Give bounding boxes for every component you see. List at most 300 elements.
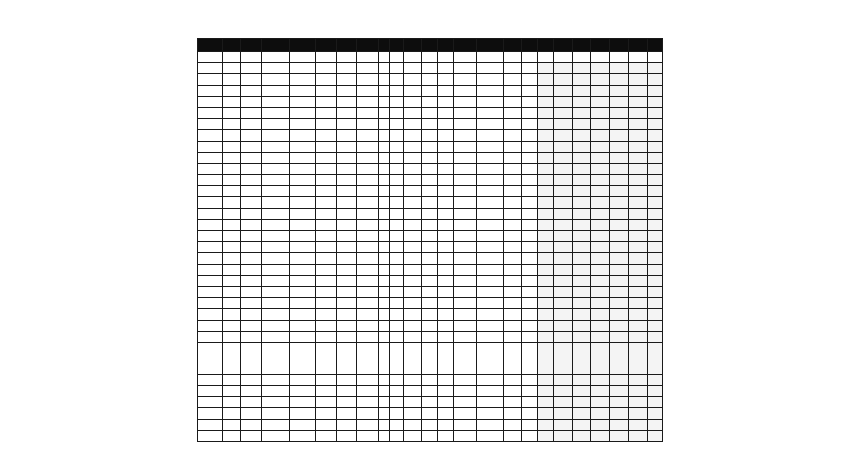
table-cell bbox=[379, 408, 390, 419]
table-cell bbox=[591, 253, 610, 264]
table-row bbox=[198, 63, 663, 74]
table-cell bbox=[591, 242, 610, 253]
table-cell bbox=[454, 63, 477, 74]
table-cell bbox=[610, 264, 629, 275]
table-cell bbox=[538, 130, 554, 141]
table-cell bbox=[379, 275, 390, 286]
table-cell bbox=[337, 286, 357, 297]
table-cell bbox=[477, 286, 504, 297]
table-cell bbox=[241, 298, 262, 309]
table-cell bbox=[591, 386, 610, 397]
table-cell bbox=[504, 74, 522, 85]
table-cell bbox=[404, 186, 422, 197]
table-cell bbox=[522, 320, 538, 331]
table-cell bbox=[404, 419, 422, 430]
table-cell bbox=[290, 242, 316, 253]
table-cell bbox=[422, 298, 438, 309]
table-cell bbox=[241, 331, 262, 342]
table-cell bbox=[522, 419, 538, 430]
table-cell bbox=[262, 231, 290, 242]
table-cell bbox=[504, 264, 522, 275]
table-cell bbox=[262, 430, 290, 441]
table-cell bbox=[316, 197, 337, 208]
table-cell bbox=[357, 242, 379, 253]
table-cell bbox=[337, 175, 357, 186]
table-cell bbox=[477, 119, 504, 130]
table-cell bbox=[316, 253, 337, 264]
table-cell bbox=[522, 298, 538, 309]
table-cell bbox=[573, 374, 591, 385]
table-cell bbox=[241, 253, 262, 264]
table-cell bbox=[554, 186, 573, 197]
table-cell bbox=[404, 286, 422, 297]
table-cell bbox=[573, 107, 591, 118]
table-cell bbox=[290, 186, 316, 197]
table-cell bbox=[422, 286, 438, 297]
table-row bbox=[198, 197, 663, 208]
table-cell bbox=[357, 275, 379, 286]
table-cell bbox=[357, 419, 379, 430]
table-cell bbox=[573, 342, 591, 374]
table-cell bbox=[454, 342, 477, 374]
table-cell bbox=[241, 130, 262, 141]
table-cell bbox=[357, 231, 379, 242]
table-cell bbox=[629, 419, 648, 430]
table-cell bbox=[522, 141, 538, 152]
table-cell bbox=[357, 96, 379, 107]
table-cell bbox=[422, 264, 438, 275]
table-cell bbox=[290, 386, 316, 397]
table-cell bbox=[404, 309, 422, 320]
table-cell bbox=[504, 52, 522, 63]
table-cell bbox=[554, 219, 573, 230]
table-cell bbox=[316, 374, 337, 385]
table-cell bbox=[379, 52, 390, 63]
table-cell bbox=[357, 85, 379, 96]
table-cell bbox=[290, 208, 316, 219]
table-cell bbox=[538, 52, 554, 63]
table-cell bbox=[337, 85, 357, 96]
table-cell bbox=[522, 309, 538, 320]
table-cell bbox=[357, 107, 379, 118]
table-cell bbox=[573, 96, 591, 107]
table-cell bbox=[438, 320, 454, 331]
table-cell bbox=[198, 342, 223, 374]
table-cell bbox=[404, 107, 422, 118]
table-cell bbox=[241, 275, 262, 286]
table-cell bbox=[422, 63, 438, 74]
table-cell bbox=[504, 430, 522, 441]
table-cell bbox=[241, 175, 262, 186]
table-cell bbox=[477, 242, 504, 253]
table-cell bbox=[198, 197, 223, 208]
table-cell bbox=[357, 141, 379, 152]
table-cell bbox=[504, 152, 522, 163]
table-cell bbox=[504, 197, 522, 208]
table-cell bbox=[573, 52, 591, 63]
table-cell bbox=[198, 264, 223, 275]
table-cell bbox=[629, 107, 648, 118]
table-cell bbox=[379, 96, 390, 107]
table-cell bbox=[404, 231, 422, 242]
table-cell bbox=[390, 430, 404, 441]
table-cell bbox=[648, 85, 663, 96]
column-header bbox=[357, 39, 379, 52]
table-cell bbox=[454, 331, 477, 342]
table-cell bbox=[504, 374, 522, 385]
table-cell bbox=[629, 85, 648, 96]
table-cell bbox=[538, 96, 554, 107]
table-cell bbox=[438, 242, 454, 253]
table-cell bbox=[504, 397, 522, 408]
table-cell bbox=[438, 119, 454, 130]
table-cell bbox=[357, 309, 379, 320]
table-cell bbox=[629, 152, 648, 163]
table-cell bbox=[379, 152, 390, 163]
table-cell bbox=[262, 320, 290, 331]
table-cell bbox=[648, 342, 663, 374]
table-cell bbox=[504, 96, 522, 107]
table-cell bbox=[573, 231, 591, 242]
table-cell bbox=[241, 52, 262, 63]
table-cell bbox=[262, 342, 290, 374]
table-row bbox=[198, 275, 663, 286]
table-cell bbox=[241, 320, 262, 331]
table-row bbox=[198, 253, 663, 264]
table-cell bbox=[504, 231, 522, 242]
table-cell bbox=[438, 231, 454, 242]
table-cell bbox=[454, 397, 477, 408]
table-cell bbox=[290, 52, 316, 63]
table-cell bbox=[337, 107, 357, 118]
table-cell bbox=[538, 163, 554, 174]
table-cell bbox=[390, 219, 404, 230]
table-cell bbox=[379, 119, 390, 130]
table-cell bbox=[290, 430, 316, 441]
table-cell bbox=[262, 286, 290, 297]
column-header bbox=[241, 39, 262, 52]
table-cell bbox=[629, 63, 648, 74]
table-cell bbox=[454, 219, 477, 230]
table-cell bbox=[591, 219, 610, 230]
table-row bbox=[198, 242, 663, 253]
table-cell bbox=[454, 320, 477, 331]
table-cell bbox=[477, 197, 504, 208]
table-cell bbox=[198, 397, 223, 408]
table-row bbox=[198, 175, 663, 186]
table-cell bbox=[629, 331, 648, 342]
table-cell bbox=[648, 63, 663, 74]
table-cell bbox=[422, 119, 438, 130]
table-cell bbox=[290, 63, 316, 74]
table-cell bbox=[316, 320, 337, 331]
table-cell bbox=[422, 374, 438, 385]
table-cell bbox=[438, 74, 454, 85]
table-cell bbox=[241, 374, 262, 385]
table-cell bbox=[610, 320, 629, 331]
table-cell bbox=[390, 242, 404, 253]
table-cell bbox=[648, 231, 663, 242]
table-cell bbox=[262, 386, 290, 397]
table-cell bbox=[262, 63, 290, 74]
table-cell bbox=[390, 397, 404, 408]
table-cell bbox=[422, 309, 438, 320]
table-cell bbox=[337, 52, 357, 63]
table-cell bbox=[554, 107, 573, 118]
table-cell bbox=[379, 197, 390, 208]
table-cell bbox=[316, 186, 337, 197]
table-cell bbox=[454, 163, 477, 174]
table-cell bbox=[262, 219, 290, 230]
table-cell bbox=[337, 275, 357, 286]
table-cell bbox=[422, 242, 438, 253]
table-cell bbox=[223, 286, 241, 297]
table-cell bbox=[648, 208, 663, 219]
table-row bbox=[198, 186, 663, 197]
table-cell bbox=[438, 107, 454, 118]
table-cell bbox=[610, 342, 629, 374]
table-cell bbox=[290, 152, 316, 163]
table-cell bbox=[316, 63, 337, 74]
table-row bbox=[198, 264, 663, 275]
table-cell bbox=[262, 197, 290, 208]
table-cell bbox=[591, 275, 610, 286]
table-cell bbox=[504, 186, 522, 197]
table-row bbox=[198, 342, 663, 374]
table-cell bbox=[477, 430, 504, 441]
column-header bbox=[223, 39, 241, 52]
table-cell bbox=[554, 63, 573, 74]
table-cell bbox=[573, 253, 591, 264]
table-cell bbox=[390, 52, 404, 63]
table-cell bbox=[390, 386, 404, 397]
table-cell bbox=[357, 152, 379, 163]
table-cell bbox=[438, 430, 454, 441]
table-cell bbox=[538, 253, 554, 264]
table-cell bbox=[610, 141, 629, 152]
table-cell bbox=[573, 286, 591, 297]
table-cell bbox=[538, 186, 554, 197]
table-cell bbox=[241, 386, 262, 397]
table-cell bbox=[198, 52, 223, 63]
table-cell bbox=[422, 253, 438, 264]
table-cell bbox=[223, 320, 241, 331]
table-cell bbox=[591, 331, 610, 342]
table-cell bbox=[629, 175, 648, 186]
table-cell bbox=[477, 298, 504, 309]
table-cell bbox=[522, 208, 538, 219]
table-cell bbox=[390, 186, 404, 197]
table-row bbox=[198, 141, 663, 152]
table-cell bbox=[262, 408, 290, 419]
table-cell bbox=[554, 331, 573, 342]
table-cell bbox=[591, 175, 610, 186]
table-cell bbox=[554, 242, 573, 253]
table-cell bbox=[337, 320, 357, 331]
table-cell bbox=[438, 253, 454, 264]
table-cell bbox=[522, 175, 538, 186]
table-cell bbox=[241, 96, 262, 107]
table-cell bbox=[629, 96, 648, 107]
table-cell bbox=[610, 119, 629, 130]
table-cell bbox=[591, 74, 610, 85]
table-row bbox=[198, 96, 663, 107]
table-cell bbox=[422, 275, 438, 286]
table-cell bbox=[454, 74, 477, 85]
table-cell bbox=[610, 152, 629, 163]
table-cell bbox=[290, 342, 316, 374]
table-cell bbox=[223, 408, 241, 419]
table-cell bbox=[629, 286, 648, 297]
table-cell bbox=[404, 208, 422, 219]
table-cell bbox=[554, 208, 573, 219]
table-cell bbox=[648, 264, 663, 275]
table-cell bbox=[316, 175, 337, 186]
table-cell bbox=[390, 141, 404, 152]
table-cell bbox=[454, 298, 477, 309]
table-cell bbox=[390, 298, 404, 309]
table-cell bbox=[404, 63, 422, 74]
table-cell bbox=[504, 208, 522, 219]
table-cell bbox=[554, 130, 573, 141]
table-cell bbox=[223, 242, 241, 253]
table-cell bbox=[610, 130, 629, 141]
table-cell bbox=[316, 286, 337, 297]
table-cell bbox=[198, 107, 223, 118]
table-cell bbox=[538, 264, 554, 275]
table-cell bbox=[591, 96, 610, 107]
table-cell bbox=[262, 275, 290, 286]
table-row bbox=[198, 163, 663, 174]
table-cell bbox=[262, 309, 290, 320]
table-cell bbox=[223, 163, 241, 174]
table-cell bbox=[454, 231, 477, 242]
table-cell bbox=[422, 175, 438, 186]
table-cell bbox=[379, 264, 390, 275]
table-cell bbox=[554, 342, 573, 374]
table-cell bbox=[390, 63, 404, 74]
table-cell bbox=[316, 208, 337, 219]
table-cell bbox=[554, 231, 573, 242]
table-cell bbox=[629, 231, 648, 242]
table-cell bbox=[573, 309, 591, 320]
table-cell bbox=[477, 175, 504, 186]
table-cell bbox=[379, 286, 390, 297]
table-cell bbox=[610, 186, 629, 197]
table-cell bbox=[290, 320, 316, 331]
table-cell bbox=[198, 286, 223, 297]
table-cell bbox=[454, 85, 477, 96]
table-cell bbox=[438, 163, 454, 174]
table-cell bbox=[504, 163, 522, 174]
table-cell bbox=[198, 408, 223, 419]
table-cell bbox=[648, 253, 663, 264]
table-cell bbox=[438, 197, 454, 208]
column-header bbox=[438, 39, 454, 52]
table-cell bbox=[504, 107, 522, 118]
table-cell bbox=[477, 374, 504, 385]
column-header bbox=[404, 39, 422, 52]
table-cell bbox=[591, 419, 610, 430]
table-cell bbox=[591, 107, 610, 118]
table-cell bbox=[198, 63, 223, 74]
table-cell bbox=[573, 175, 591, 186]
table-cell bbox=[522, 163, 538, 174]
table-cell bbox=[404, 85, 422, 96]
table-cell bbox=[538, 374, 554, 385]
table-cell bbox=[591, 286, 610, 297]
table-cell bbox=[648, 275, 663, 286]
table-cell bbox=[454, 242, 477, 253]
table-cell bbox=[573, 408, 591, 419]
table-cell bbox=[610, 253, 629, 264]
table-cell bbox=[390, 152, 404, 163]
table-cell bbox=[262, 419, 290, 430]
table-cell bbox=[477, 152, 504, 163]
table-cell bbox=[522, 286, 538, 297]
table-row bbox=[198, 152, 663, 163]
table-cell bbox=[477, 107, 504, 118]
table-cell bbox=[241, 242, 262, 253]
table-cell bbox=[629, 130, 648, 141]
table-cell bbox=[648, 163, 663, 174]
table-cell bbox=[554, 386, 573, 397]
table-cell bbox=[223, 430, 241, 441]
table-cell bbox=[223, 374, 241, 385]
column-header bbox=[316, 39, 337, 52]
table-cell bbox=[422, 197, 438, 208]
table-cell bbox=[404, 264, 422, 275]
table-cell bbox=[610, 286, 629, 297]
table-cell bbox=[648, 331, 663, 342]
table-cell bbox=[538, 63, 554, 74]
table-cell bbox=[591, 320, 610, 331]
table-cell bbox=[629, 309, 648, 320]
table-cell bbox=[554, 253, 573, 264]
table-cell bbox=[357, 175, 379, 186]
table-cell bbox=[477, 130, 504, 141]
table-cell bbox=[438, 63, 454, 74]
table-cell bbox=[554, 286, 573, 297]
table-cell bbox=[554, 163, 573, 174]
table-cell bbox=[438, 219, 454, 230]
table-cell bbox=[198, 74, 223, 85]
table-cell bbox=[337, 253, 357, 264]
table-cell bbox=[357, 186, 379, 197]
table-cell bbox=[357, 219, 379, 230]
table-cell bbox=[591, 197, 610, 208]
table-cell bbox=[337, 141, 357, 152]
table-cell bbox=[337, 331, 357, 342]
table-cell bbox=[554, 175, 573, 186]
table-cell bbox=[316, 74, 337, 85]
table-cell bbox=[422, 397, 438, 408]
table-cell bbox=[290, 141, 316, 152]
table-cell bbox=[648, 430, 663, 441]
table-cell bbox=[610, 242, 629, 253]
table-cell bbox=[573, 320, 591, 331]
table-cell bbox=[629, 119, 648, 130]
table-row bbox=[198, 397, 663, 408]
table-cell bbox=[648, 219, 663, 230]
table-cell bbox=[241, 397, 262, 408]
table-cell bbox=[241, 208, 262, 219]
table-cell bbox=[316, 52, 337, 63]
table-cell bbox=[591, 63, 610, 74]
table-cell bbox=[610, 74, 629, 85]
table-cell bbox=[422, 152, 438, 163]
header-row bbox=[198, 39, 663, 52]
